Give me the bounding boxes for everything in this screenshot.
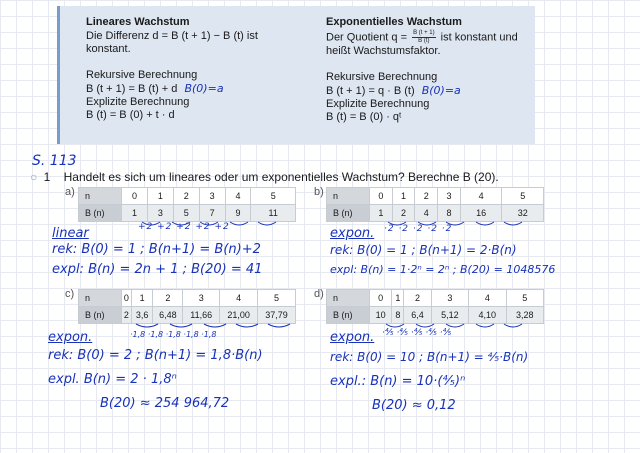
steps-d: ·⁴⁄₅ ·⁴⁄₅ ·⁴⁄₅ ·⁴⁄₅ ·⁴⁄₅ [382,328,452,338]
type-d: expon. [330,330,375,345]
explicit-c: expl. B(n) = 2 · 1,8ⁿ [48,372,177,387]
task-bullet-icon: ○ [30,170,38,184]
steps-a: +2 +2 +2 +2 +2 [138,222,230,232]
table-cell: n [327,188,370,205]
fraction-denominator: B (t) [418,38,430,44]
table-cell: 0 [370,188,393,205]
table-cell: 3 [431,290,468,307]
task-number: 1 [43,170,51,184]
table-cell: 5 [506,290,543,307]
subtask-label-a: a) [65,186,75,198]
table-cell: 8 [392,307,404,324]
table-cell: 4 [225,188,251,205]
table-cell: 2 [173,188,199,205]
explicit-a: expl: B(n) = 2n + 1 ; B(20) = 41 [52,262,263,277]
table-cell: 11,66 [183,307,220,324]
table-cell: 1 [131,290,153,307]
linear-recursive-title: Rekursive Berechnung [86,69,198,81]
table-cell: B (n) [79,307,122,324]
table-cell: n [327,290,370,307]
exponential-definition-a: Der Quotient q = [326,31,408,44]
exponential-start-note: B(0)=a [421,84,461,97]
table-cell: 1 [392,188,415,205]
type-b: expon. [330,226,375,241]
explicit-d: expl.: B(n) = 10·(⁴⁄₅)ⁿ [330,374,466,389]
table-cell: 11 [251,205,296,222]
table-cell: 1 [370,205,393,222]
exponential-explicit-title: Explizite Berechnung [326,98,430,110]
table-cell: n [79,188,122,205]
table-cell: 3 [199,188,225,205]
table-cell: B (n) [327,205,370,222]
table-cell: 21,00 [220,307,258,324]
b20-c: B(20) ≈ 254 964,72 [100,396,230,411]
explicit-b: expl: B(n) = 1·2ⁿ = 2ⁿ ; B(20) = 1048576 [330,263,556,276]
table-cell: 6,4 [404,307,431,324]
type-c: expon. [48,330,93,345]
exponential-recursive-formula: B (t + 1) = q · B (t) [326,85,415,97]
table-cell: 0 [370,290,392,307]
linear-start-note: B(0)=a [184,82,224,95]
table-cell: 9 [225,205,251,222]
table-cell: 3,6 [131,307,153,324]
table-cell: 5 [251,188,296,205]
linear-recursive-formula: B (t + 1) = B (t) + d [86,83,178,95]
type-a: linear [52,226,89,241]
table-cell: 16 [460,205,502,222]
table-cell: 7 [199,205,225,222]
table-cell: 2 [404,290,431,307]
linear-definition-line2: konstant. [86,43,131,55]
table-cell: 4,10 [469,307,506,324]
table-cell: 1 [122,205,148,222]
table-cell: B (n) [327,307,370,324]
linear-explicit-title: Explizite Berechnung [86,96,190,108]
table-cell: 0 [122,290,132,307]
table-cell: 5 [502,188,544,205]
table-cell: 2 [415,188,438,205]
table-cell: 4 [415,205,438,222]
table-cell: 4 [469,290,506,307]
b20-d: B(20) ≈ 0,12 [372,398,456,413]
exponential-recursive-title: Rekursive Berechnung [326,71,438,83]
table-cell: 1 [392,290,404,307]
exponential-definition-line2: heißt Wachstumsfaktor. [326,45,441,57]
recursive-d: rek: B(0) = 10 ; B(n+1) = ⁴⁄₅·B(n) [330,350,529,364]
recursive-c: rek: B(0) = 2 ; B(n+1) = 1,8·B(n) [48,348,263,363]
subtask-label-b: b) [314,186,324,198]
table-cell: 1 [147,188,173,205]
linear-definition-line1: Die Differenz d = B (t + 1) − B (t) ist [86,30,258,42]
table-cell: 2 [392,205,415,222]
table-cell: 5 [258,290,296,307]
task-text: Handelt es sich um lineares oder um exponentielles Wachstum? Berechne B (20). [63,170,499,184]
table-cell: 4 [460,188,502,205]
table-cell: 37,79 [258,307,296,324]
table-cell: 2 [153,290,183,307]
table-cell: 3 [183,290,220,307]
page-reference: S. 113 [32,153,77,169]
recursive-a: rek: B(0) = 1 ; B(n+1) = B(n)+2 [52,242,261,257]
linear-title: Lineares Wachstum [86,16,190,28]
fraction-numerator: B (t + 1) [413,30,435,36]
table-cell: 0 [122,188,148,205]
linear-explicit-formula: B (t) = B (0) + t · d [86,109,175,121]
steps-b: ·2 ·2 ·2 ·2 ·2 [384,224,453,234]
table-cell: 3 [147,205,173,222]
table-cell: 3 [438,188,461,205]
table-cell: 8 [438,205,461,222]
table-cell: 4 [220,290,258,307]
table-cell: 32 [502,205,544,222]
subtask-label-c: c) [65,288,75,300]
table-cell: 10 [370,307,392,324]
recursive-b: rek: B(0) = 1 ; B(n+1) = 2·B(n) [330,243,517,257]
exponential-title: Exponentielles Wachstum [326,16,462,28]
steps-c: ·1,8 ·1,8 ·1,8 ·1,8 ·1,8 [130,330,217,339]
table-cell: 5,12 [431,307,468,324]
exponential-definition-b: ist konstant und [440,31,518,44]
table-cell: B (n) [79,205,122,222]
table-cell: 3,28 [506,307,543,324]
table-cell: 6,48 [153,307,183,324]
subtask-label-d: d) [314,288,324,300]
table-cell: 5 [173,205,199,222]
table-cell: 2 [122,307,132,324]
table-cell: n [79,290,122,307]
exponential-explicit-formula: B (t) = B (0) · qᵗ [326,111,402,123]
